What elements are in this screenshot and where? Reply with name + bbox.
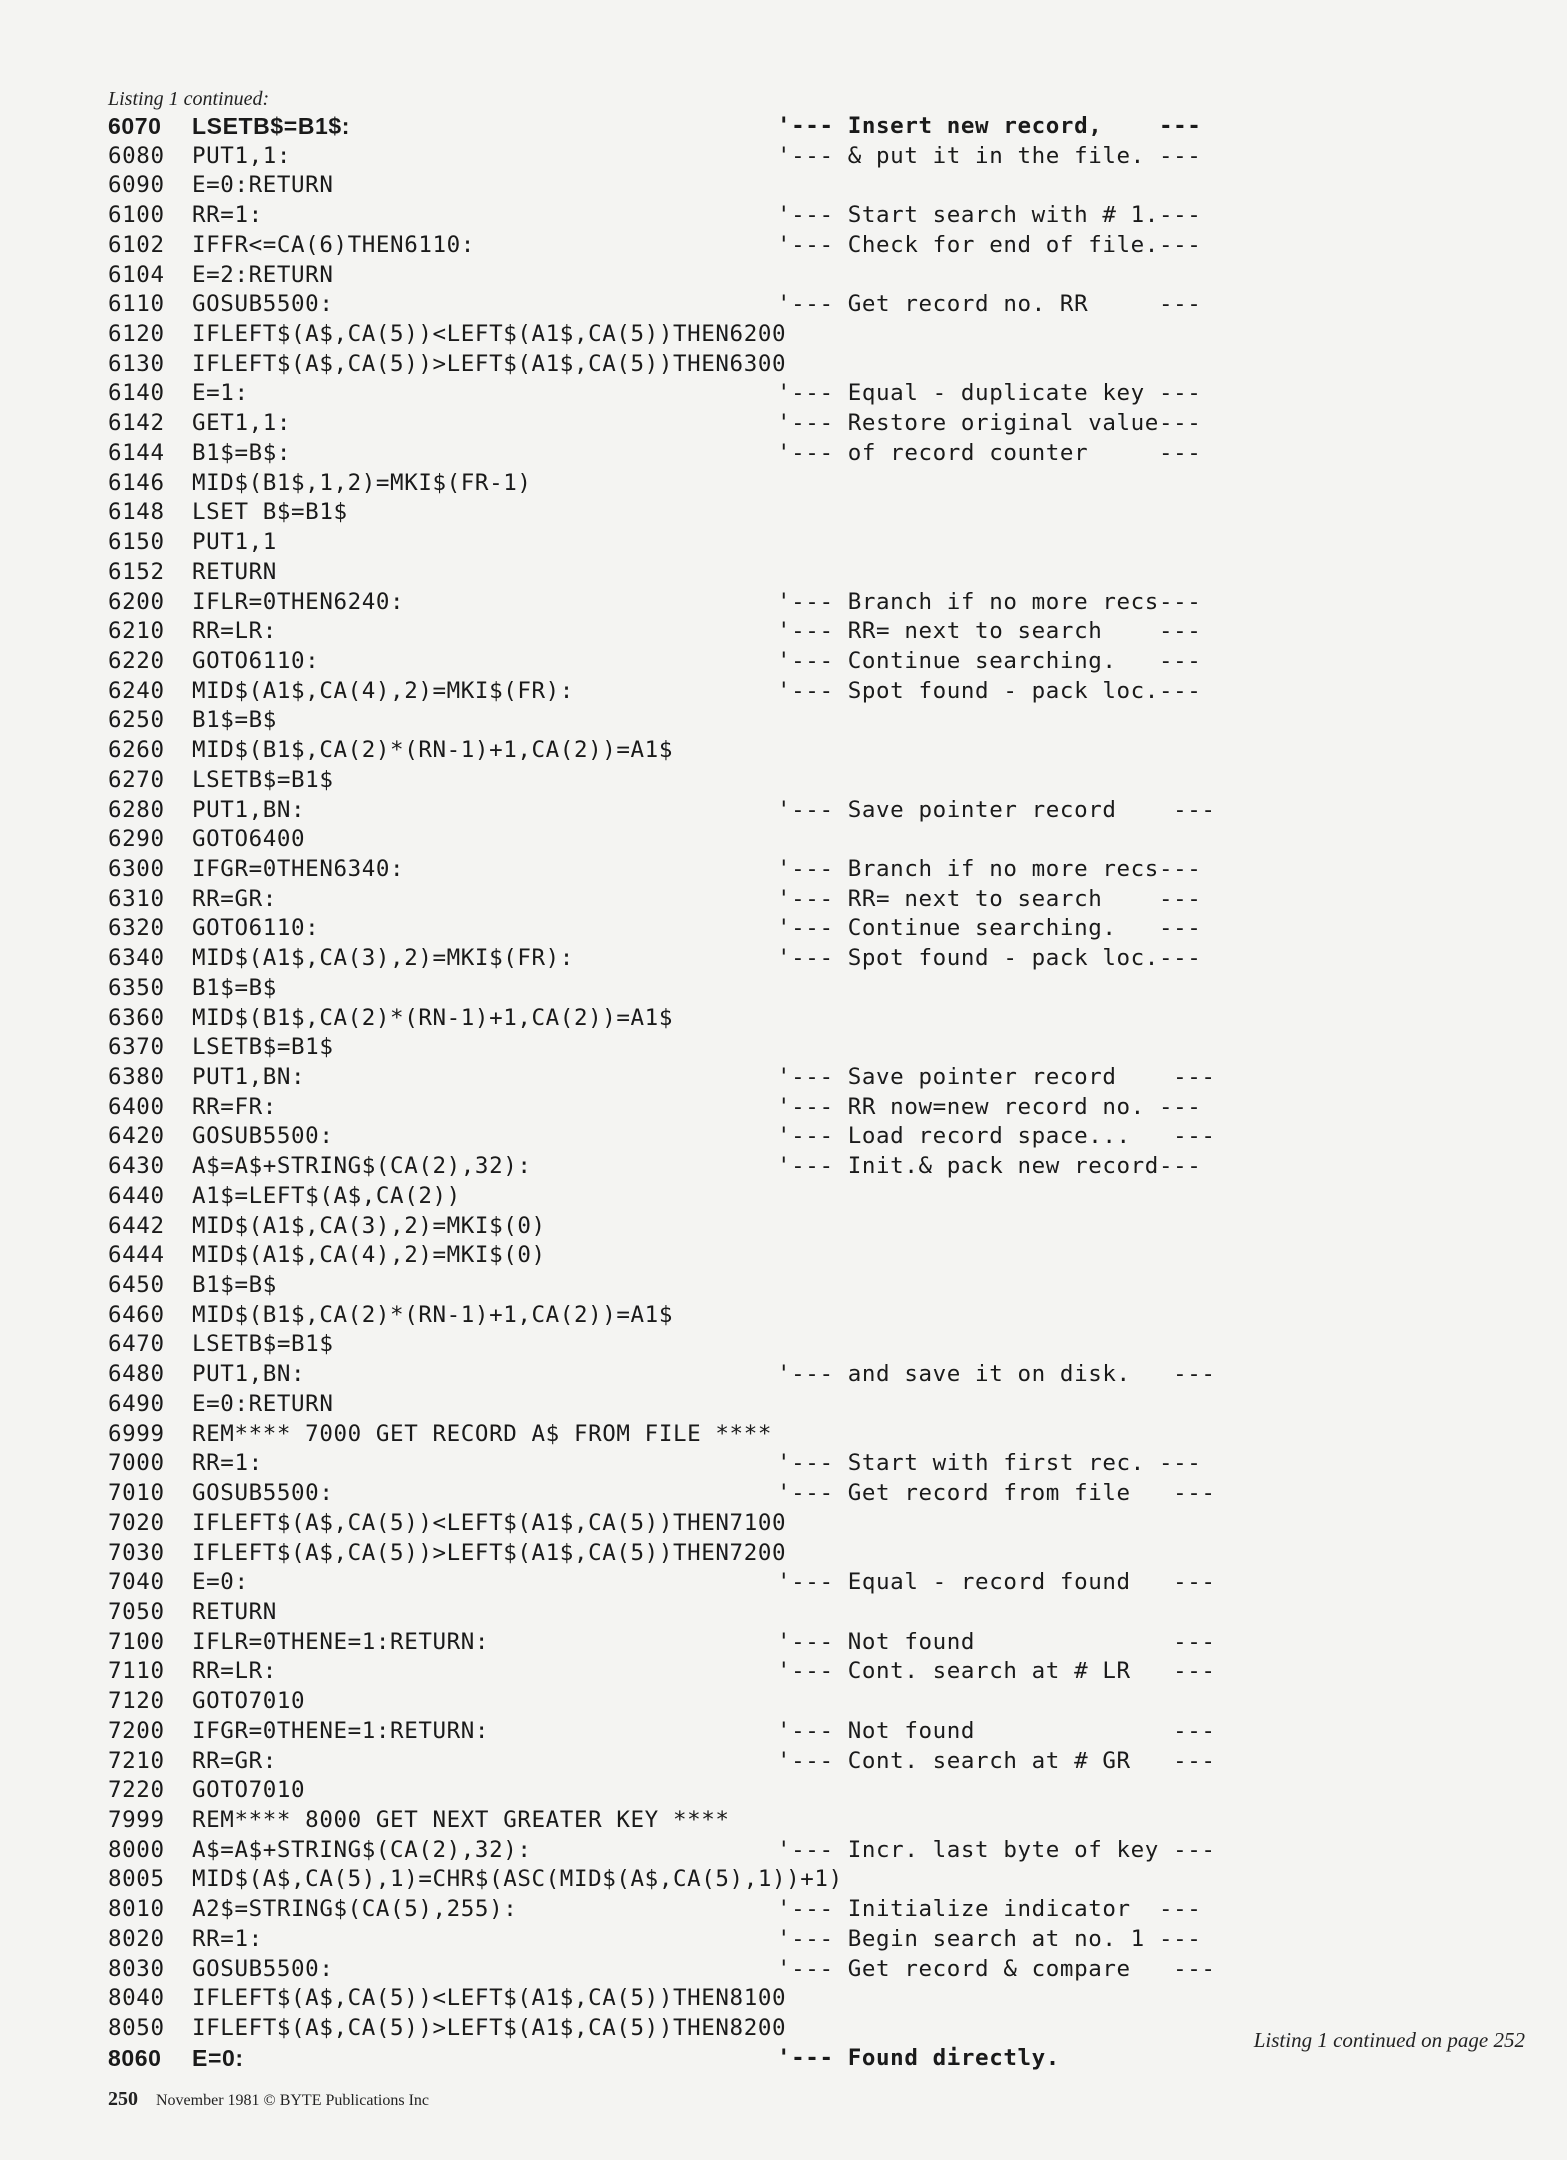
line-comment: '--- Incr. last byte of key --- <box>777 1836 1216 1863</box>
line-code: PUT1,1: <box>192 142 292 169</box>
code-line <box>108 261 1248 291</box>
line-number: 6480 <box>108 1361 165 1388</box>
line-comment: '--- Begin search at no. 1 --- <box>777 1925 1202 1952</box>
code-line <box>108 1865 1248 1895</box>
line-number: 6070 <box>108 113 162 139</box>
code-line <box>108 558 1248 588</box>
code-line <box>108 171 1248 201</box>
code-line <box>108 1390 1248 1420</box>
code-line <box>108 1925 1248 1955</box>
code-line <box>108 112 1248 142</box>
line-code: RR=LR: <box>192 1658 277 1685</box>
line-number: 6250 <box>108 707 165 734</box>
line-code: PUT1,BN: <box>192 1361 306 1388</box>
line-comment: '--- Initialize indicator --- <box>777 1896 1202 1923</box>
line-number: 6150 <box>108 529 165 556</box>
line-number: 6142 <box>108 410 165 437</box>
code-line <box>108 736 1248 766</box>
line-number: 7220 <box>108 1777 165 1804</box>
line-number: 7120 <box>108 1688 165 1715</box>
line-number: 6999 <box>108 1420 165 1447</box>
line-comment: '--- Get record from file --- <box>777 1480 1216 1507</box>
line-code: E=0:RETURN <box>192 172 334 199</box>
code-line <box>108 706 1248 736</box>
line-comment: '--- Not found --- <box>777 1717 1216 1744</box>
line-code: RR=1: <box>192 202 263 229</box>
line-code: PUT1,BN: <box>192 796 306 823</box>
line-code: IFGR=0THENE=1:RETURN: <box>192 1717 490 1744</box>
line-number: 7110 <box>108 1658 165 1685</box>
code-line <box>108 2044 1248 2074</box>
line-code: REM**** 7000 GET RECORD A$ FROM FILE **** <box>192 1420 772 1447</box>
line-number: 6140 <box>108 380 165 407</box>
code-line <box>108 1182 1248 1212</box>
line-code: PUT1,1 <box>192 529 277 556</box>
footer-text: November 1981 © BYTE Publications Inc <box>156 2092 429 2109</box>
code-line <box>108 1628 1248 1658</box>
line-code: IFLEFT$(A$,CA(5))>LEFT$(A1$,CA(5))THEN7200 <box>192 1539 787 1566</box>
line-code: RETURN <box>192 1598 277 1625</box>
line-number: 6110 <box>108 291 165 318</box>
line-code: MID$(A1$,CA(4),2)=MKI$(FR): <box>192 677 574 704</box>
line-comment: '--- & put it in the file. --- <box>777 142 1202 169</box>
code-line <box>108 1776 1248 1806</box>
code-line <box>108 1836 1248 1866</box>
line-comment: '--- Spot found - pack loc.--- <box>777 945 1202 972</box>
line-number: 7000 <box>108 1450 165 1477</box>
line-code: B1$=B$ <box>192 1272 277 1299</box>
line-code: A$=A$+STRING$(CA(2),32): <box>192 1153 532 1180</box>
code-line <box>108 201 1248 231</box>
code-line <box>108 1895 1248 1925</box>
code-line <box>108 1539 1248 1569</box>
line-comment: '--- Start with first rec. --- <box>777 1450 1202 1477</box>
code-line <box>108 528 1248 558</box>
line-comment: '--- Save pointer record --- <box>777 796 1216 823</box>
code-line <box>108 617 1248 647</box>
line-code: IFLEFT$(A$,CA(5))<LEFT$(A1$,CA(5))THEN8100 <box>192 1985 787 2012</box>
line-comment: '--- Cont. search at # GR --- <box>777 1747 1216 1774</box>
code-line <box>108 1330 1248 1360</box>
code-line <box>108 142 1248 172</box>
code-line <box>108 1717 1248 1747</box>
line-number: 7010 <box>108 1480 165 1507</box>
line-number: 8050 <box>108 2015 165 2041</box>
code-line <box>108 231 1248 261</box>
code-line <box>108 1420 1248 1450</box>
line-number: 6310 <box>108 885 165 912</box>
code-line <box>108 1509 1248 1539</box>
listing-caption: Listing 1 continued: <box>108 88 270 110</box>
line-code: RR=GR: <box>192 885 277 912</box>
line-number: 6130 <box>108 350 165 377</box>
line-comment: '--- Get record no. RR --- <box>777 291 1202 318</box>
line-comment: '--- Not found --- <box>777 1628 1216 1655</box>
line-comment: '--- Get record & compare --- <box>777 1955 1216 1982</box>
code-line <box>108 1271 1248 1301</box>
code-line <box>108 1806 1248 1836</box>
code-line <box>108 1747 1248 1777</box>
line-number: 6442 <box>108 1212 165 1239</box>
line-number: 6380 <box>108 1064 165 1090</box>
code-line <box>108 1004 1248 1034</box>
line-code: GOTO6110: <box>192 915 320 942</box>
line-comment: '--- Cont. search at # LR --- <box>777 1658 1216 1685</box>
page-number: 250 <box>108 2088 138 2110</box>
line-number: 6200 <box>108 588 165 615</box>
line-number: 7020 <box>108 1509 165 1536</box>
line-code: IFLEFT$(A$,CA(5))<LEFT$(A1$,CA(5))THEN7100 <box>192 1509 787 1536</box>
continued-note: Listing 1 continued on page 252 <box>1253 2028 1525 2052</box>
line-code: E=0: <box>192 2044 244 2071</box>
code-line <box>108 498 1248 528</box>
line-number: 7040 <box>108 1569 165 1596</box>
code-line <box>108 1033 1248 1063</box>
line-number: 6430 <box>108 1153 165 1180</box>
code-line <box>108 677 1248 707</box>
line-code: LSETB$=B1$ <box>192 766 334 793</box>
line-code: RR=1: <box>192 1450 263 1477</box>
line-number: 8060 <box>108 2044 162 2071</box>
line-code: A$=A$+STRING$(CA(2),32): <box>192 1836 532 1863</box>
code-line <box>108 1984 1248 2014</box>
line-code: MID$(A1$,CA(4),2)=MKI$(0) <box>192 1242 546 1269</box>
line-code: MID$(B1$,CA(2)*(RN-1)+1,CA(2))=A1$ <box>192 1004 673 1031</box>
code-line <box>108 1479 1248 1509</box>
code-line <box>108 974 1248 1004</box>
line-code: LSETB$=B1$: <box>192 113 351 139</box>
line-number: 6490 <box>108 1390 165 1417</box>
line-code: MID$(B1$,CA(2)*(RN-1)+1,CA(2))=A1$ <box>192 1301 673 1328</box>
code-line <box>108 1152 1248 1182</box>
line-code: LSET B$=B1$ <box>192 499 348 526</box>
line-number: 6400 <box>108 1093 165 1120</box>
line-code: B1$=B$ <box>192 974 277 1001</box>
line-comment: '--- RR= next to search --- <box>777 618 1202 645</box>
line-number: 6090 <box>108 172 165 199</box>
line-comment: '--- and save it on disk. --- <box>777 1361 1216 1388</box>
line-comment: '--- Branch if no more recs--- <box>777 588 1202 615</box>
line-comment: '--- Start search with # 1.--- <box>777 202 1202 229</box>
line-number: 6440 <box>108 1182 165 1209</box>
line-code: GET1,1: <box>192 410 292 437</box>
line-number: 8040 <box>108 1985 165 2012</box>
line-comment: '--- RR now=new record no. --- <box>777 1093 1202 1120</box>
line-number: 6460 <box>108 1301 165 1328</box>
line-code: E=0: <box>192 1569 249 1596</box>
code-line <box>108 1449 1248 1479</box>
code-line <box>108 825 1248 855</box>
code-line <box>108 1360 1248 1390</box>
line-number: 6320 <box>108 915 165 942</box>
code-line <box>108 1568 1248 1598</box>
line-number: 6152 <box>108 558 165 585</box>
line-code: A1$=LEFT$(A$,CA(2)) <box>192 1182 461 1209</box>
line-code: B1$=B$ <box>192 707 277 734</box>
line-number: 6220 <box>108 647 165 674</box>
line-number: 6370 <box>108 1034 165 1061</box>
line-code: RR=FR: <box>192 1093 277 1120</box>
line-code: MID$(B1$,1,2)=MKI$(FR-1) <box>192 469 532 496</box>
line-code: E=0:RETURN <box>192 1390 334 1417</box>
line-number: 6144 <box>108 439 165 466</box>
line-code: GOSUB5500: <box>192 1480 334 1507</box>
line-code: LSETB$=B1$ <box>192 1331 334 1358</box>
line-number: 6240 <box>108 677 165 704</box>
line-code: IFLEFT$(A$,CA(5))<LEFT$(A1$,CA(5))THEN6200 <box>192 321 787 348</box>
line-number: 7999 <box>108 1806 165 1833</box>
line-number: 6340 <box>108 945 165 972</box>
line-number: 7050 <box>108 1598 165 1625</box>
line-number: 6210 <box>108 618 165 645</box>
line-number: 7100 <box>108 1628 165 1655</box>
code-line <box>108 1093 1248 1123</box>
code-listing <box>108 112 1248 2073</box>
line-code: IFGR=0THEN6340: <box>192 855 405 882</box>
code-line <box>108 855 1248 885</box>
line-number: 6450 <box>108 1272 165 1299</box>
code-line <box>108 379 1248 409</box>
line-number: 6100 <box>108 202 165 229</box>
line-code: E=1: <box>192 380 249 407</box>
line-code: RR=1: <box>192 1925 263 1952</box>
line-number: 7210 <box>108 1747 165 1774</box>
line-number: 8030 <box>108 1955 165 1982</box>
line-number: 6280 <box>108 796 165 823</box>
line-comment: '--- Continue searching. --- <box>777 915 1202 942</box>
line-code: IFLEFT$(A$,CA(5))>LEFT$(A1$,CA(5))THEN8200 <box>192 2015 787 2041</box>
line-number: 6290 <box>108 826 165 853</box>
code-line <box>108 1301 1248 1331</box>
line-code: GOTO7010 <box>192 1688 306 1715</box>
line-number: 7030 <box>108 1539 165 1566</box>
code-line <box>108 796 1248 826</box>
line-number: 6470 <box>108 1331 165 1358</box>
line-number: 8005 <box>108 1866 165 1893</box>
line-code: GOSUB5500: <box>192 291 334 318</box>
line-comment: '--- Found directly. <box>777 2044 1060 2071</box>
code-line <box>108 914 1248 944</box>
line-number: 6120 <box>108 321 165 348</box>
line-code: IFLR=0THEN6240: <box>192 588 405 615</box>
code-line <box>108 469 1248 499</box>
line-comment: '--- Load record space... --- <box>777 1123 1216 1150</box>
code-line <box>108 1955 1248 1985</box>
code-line <box>108 1063 1248 1093</box>
line-number: 6104 <box>108 261 165 288</box>
code-line <box>108 1657 1248 1687</box>
line-number: 6360 <box>108 1004 165 1031</box>
line-code: MID$(A$,CA(5),1)=CHR$(ASC(MID$(A$,CA(5),1))+1) <box>192 1866 843 1893</box>
line-number: 8010 <box>108 1896 165 1923</box>
line-number: 6270 <box>108 766 165 793</box>
code-line <box>108 588 1248 618</box>
code-line <box>108 290 1248 320</box>
line-comment: '--- Restore original value--- <box>777 410 1202 437</box>
line-code: B1$=B$: <box>192 439 292 466</box>
code-line <box>108 944 1248 974</box>
line-code: LSETB$=B1$ <box>192 1034 334 1061</box>
line-comment: '--- Continue searching. --- <box>777 647 1202 674</box>
line-comment: '--- Check for end of file.--- <box>777 231 1202 258</box>
line-code: RR=LR: <box>192 618 277 645</box>
line-number: 6420 <box>108 1123 165 1150</box>
code-line <box>108 647 1248 677</box>
line-code: IFLEFT$(A$,CA(5))>LEFT$(A1$,CA(5))THEN6300 <box>192 350 787 377</box>
code-line <box>108 350 1248 380</box>
line-code: GOSUB5500: <box>192 1955 334 1982</box>
line-comment: '--- Branch if no more recs--- <box>777 855 1202 882</box>
code-line <box>108 409 1248 439</box>
line-number: 8020 <box>108 1925 165 1952</box>
line-code: MID$(A1$,CA(3),2)=MKI$(0) <box>192 1212 546 1239</box>
line-number: 8000 <box>108 1836 165 1863</box>
code-line <box>108 1122 1248 1152</box>
code-line <box>108 1241 1248 1271</box>
line-code: GOSUB5500: <box>192 1123 334 1150</box>
line-comment: '--- Equal - record found --- <box>777 1569 1216 1596</box>
line-code: IFLR=0THENE=1:RETURN: <box>192 1628 490 1655</box>
code-line <box>108 1598 1248 1628</box>
line-code: IFFR<=CA(6)THEN6110: <box>192 231 475 258</box>
line-comment: '--- of record counter --- <box>777 439 1202 466</box>
code-line <box>108 766 1248 796</box>
line-number: 6260 <box>108 737 165 764</box>
line-comment: '--- RR= next to search --- <box>777 885 1202 912</box>
line-number: 6300 <box>108 855 165 882</box>
line-comment: '--- Insert new record, --- <box>777 113 1202 139</box>
line-code: REM**** 8000 GET NEXT GREATER KEY **** <box>192 1806 730 1833</box>
code-line <box>108 1212 1248 1242</box>
line-comment: '--- Equal - duplicate key --- <box>777 380 1202 407</box>
line-comment: '--- Init.& pack new record--- <box>777 1153 1202 1180</box>
line-code: PUT1,BN: <box>192 1064 306 1090</box>
line-code: E=2:RETURN <box>192 261 334 288</box>
page-footer <box>108 2088 429 2111</box>
line-number: 6148 <box>108 499 165 526</box>
line-code: GOTO6400 <box>192 826 306 853</box>
line-number: 6102 <box>108 231 165 258</box>
line-number: 6146 <box>108 469 165 496</box>
code-line <box>108 2014 1248 2044</box>
line-number: 6350 <box>108 974 165 1001</box>
line-number: 6444 <box>108 1242 165 1269</box>
line-code: GOTO6110: <box>192 647 320 674</box>
line-number: 6080 <box>108 142 165 169</box>
line-code: A2$=STRING$(CA(5),255): <box>192 1896 518 1923</box>
line-code: RETURN <box>192 558 277 585</box>
line-code: GOTO7010 <box>192 1777 306 1804</box>
line-code: MID$(A1$,CA(3),2)=MKI$(FR): <box>192 945 574 972</box>
line-number: 7200 <box>108 1717 165 1744</box>
line-code: RR=GR: <box>192 1747 277 1774</box>
code-line <box>108 320 1248 350</box>
code-line <box>108 1687 1248 1717</box>
code-line <box>108 439 1248 469</box>
line-code: MID$(B1$,CA(2)*(RN-1)+1,CA(2))=A1$ <box>192 737 673 764</box>
line-comment: '--- Save pointer record --- <box>777 1064 1216 1090</box>
code-line <box>108 885 1248 915</box>
line-comment: '--- Spot found - pack loc.--- <box>777 677 1202 704</box>
